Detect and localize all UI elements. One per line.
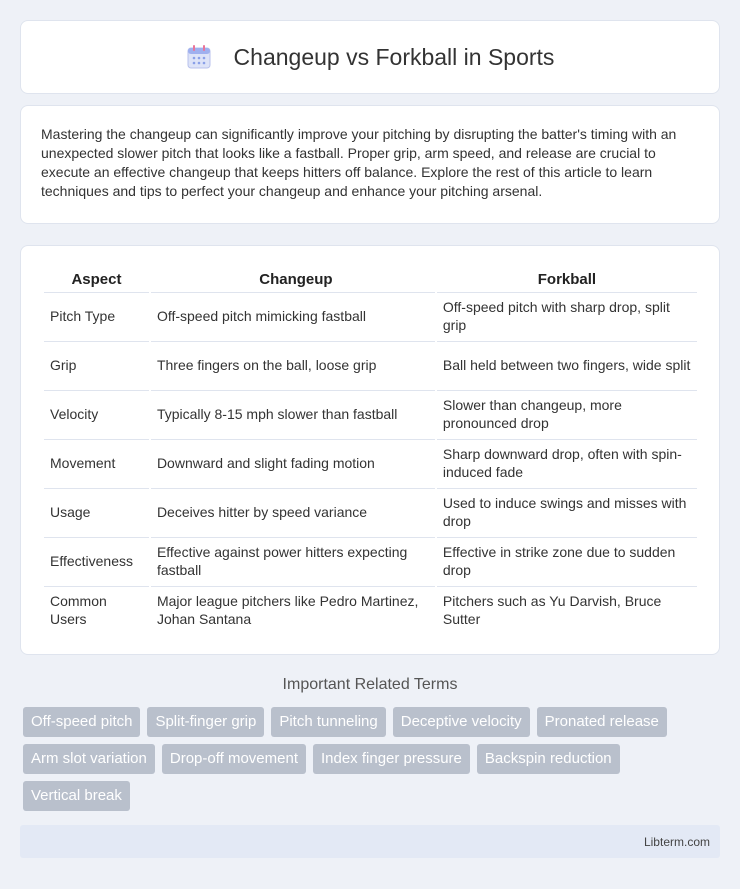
related-term-tag[interactable]: Index finger pressure xyxy=(313,744,470,774)
table-row xyxy=(44,341,697,388)
cell-changeup: Three fingers on the ball, loose grip xyxy=(151,341,435,388)
related-term-tag[interactable]: Deceptive velocity xyxy=(393,707,530,737)
cell-forkball: Sharp downward drop, often with spin-induced fade xyxy=(437,439,697,486)
cell-changeup: Major league pitchers like Pedro Martinez, Johan Santana xyxy=(151,586,435,633)
cell-changeup: Downward and slight fading motion xyxy=(151,439,435,486)
cell-changeup: Deceives hitter by speed variance xyxy=(151,488,435,535)
related-term-tag[interactable]: Pitch tunneling xyxy=(271,707,385,737)
cell-changeup: Effective against power hitters expecting fastball xyxy=(151,537,435,584)
cell-aspect: Usage xyxy=(44,488,149,535)
cell-aspect: Grip xyxy=(44,341,149,388)
comparison-table xyxy=(42,266,699,635)
table-row xyxy=(44,488,697,535)
table-row xyxy=(44,439,697,486)
related-term-tag[interactable]: Drop-off movement xyxy=(162,744,306,774)
table-row xyxy=(44,537,697,584)
footer-site-link[interactable]: Libterm.com xyxy=(643,835,710,849)
footer xyxy=(20,825,720,858)
cell-aspect: Common Users xyxy=(44,586,149,633)
table-row xyxy=(44,390,697,437)
cell-forkball: Off-speed pitch with sharp drop, split grip xyxy=(437,292,697,339)
related-terms-list xyxy=(23,707,713,811)
related-term-tag[interactable]: Pronated release xyxy=(537,707,667,737)
related-term-tag[interactable]: Backspin reduction xyxy=(477,744,620,774)
cell-aspect: Pitch Type xyxy=(44,292,149,339)
table-header-row xyxy=(44,268,697,290)
header-card xyxy=(20,20,720,94)
comparison-table-card xyxy=(20,245,720,655)
cell-changeup: Off-speed pitch mimicking fastball xyxy=(151,292,435,339)
intro-card xyxy=(20,105,720,224)
calendar-icon xyxy=(186,44,212,70)
cell-changeup: Typically 8-15 mph slower than fastball xyxy=(151,390,435,437)
cell-forkball: Used to induce swings and misses with drop xyxy=(437,488,697,535)
header-aspect: Aspect xyxy=(71,270,122,288)
header-changeup: Changeup xyxy=(259,270,333,288)
related-term-tag[interactable]: Split-finger grip xyxy=(147,707,264,737)
related-term-tag[interactable]: Arm slot variation xyxy=(23,744,155,774)
header-forkball: Forkball xyxy=(537,270,597,288)
table-row xyxy=(44,586,697,633)
related-term-tag[interactable]: Off-speed pitch xyxy=(23,707,140,737)
cell-aspect: Effectiveness xyxy=(44,537,149,584)
cell-forkball: Effective in strike zone due to sudden drop xyxy=(437,537,697,584)
cell-aspect: Velocity xyxy=(44,390,149,437)
cell-forkball: Ball held between two fingers, wide split xyxy=(437,341,697,388)
related-term-tag[interactable]: Vertical break xyxy=(23,781,130,811)
related-terms-title: Important Related Terms xyxy=(282,676,458,693)
page-title: Changeup vs Forkball in Sports xyxy=(233,43,555,70)
cell-aspect: Movement xyxy=(44,439,149,486)
table-row xyxy=(44,292,697,339)
intro-paragraph: Mastering the changeup can significantly improve your pitching by disrupting the batter's timing with an unexpected slower pitch that looks like a fastball. Proper grip, arm speed, and release are crucial to execute an effective changeup that keeps hitters off balance. Explore the rest of this article to learn techniques and tips to perfect your changeup and enhance your pitching arsenal. xyxy=(41,126,677,199)
cell-forkball: Slower than changeup, more pronounced drop xyxy=(437,390,697,437)
cell-forkball: Pitchers such as Yu Darvish, Bruce Sutter xyxy=(437,586,697,633)
